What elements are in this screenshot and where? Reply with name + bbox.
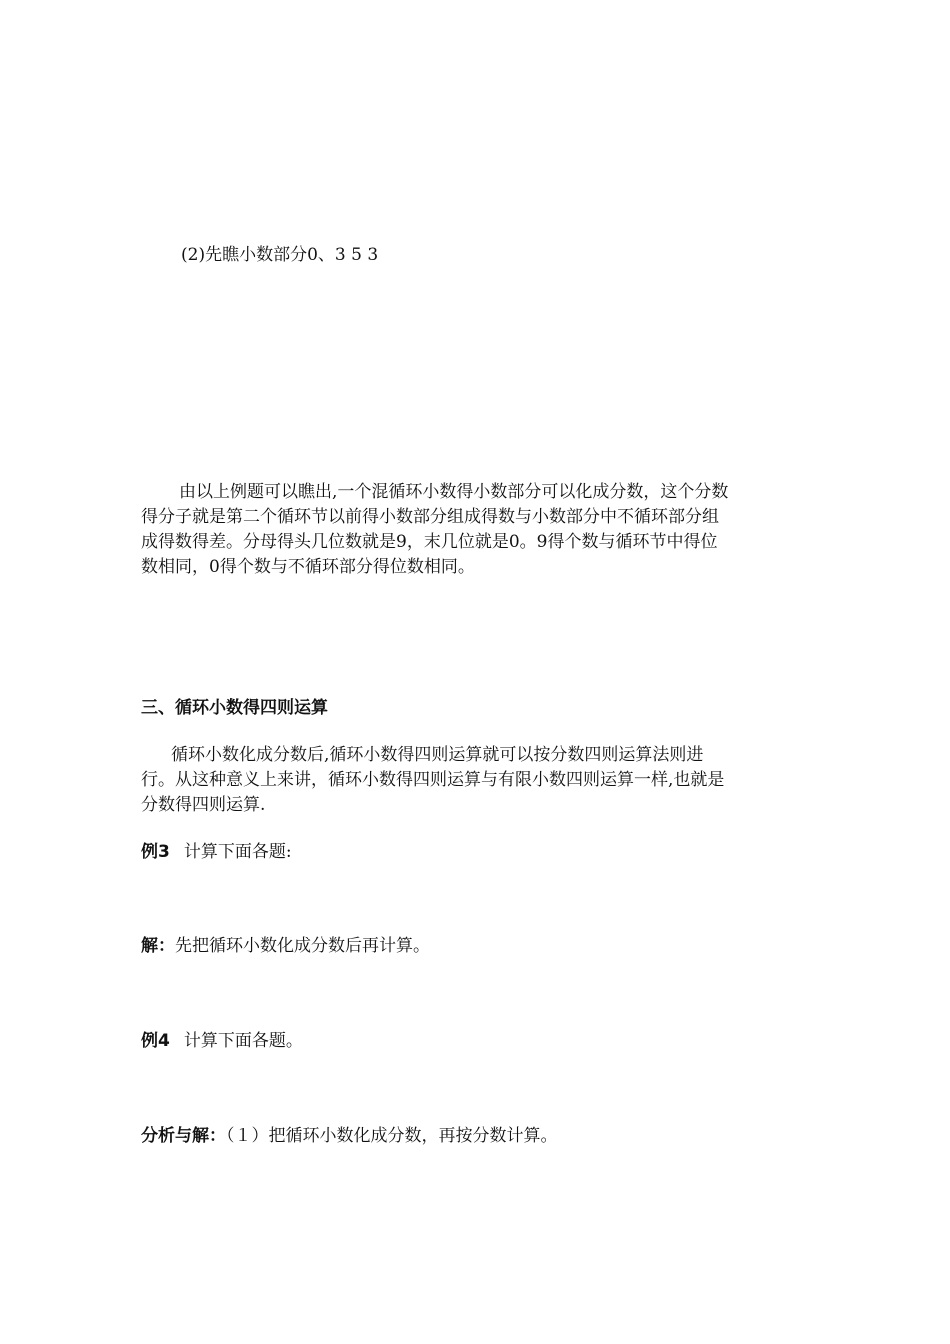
analysis-text: （１）把循环小数化成分数，再按分数计算。 (226, 1126, 558, 1146)
summary-line: 由以上例题可以瞧出,一个混循环小数得小数部分可以化成分数，这个分数 (179, 482, 729, 502)
section-3-paragraph (141, 743, 811, 818)
example-3-label: 例3 (141, 842, 170, 862)
analysis (141, 1124, 558, 1148)
summary-line: 数相同，0得个数与不循环部分得位数相同。 (141, 557, 475, 577)
summary-line: 得分子就是第二个循环节以前得小数部分组成得数与小数部分中不循环部分组 (141, 507, 719, 527)
section-3-line: 行。从这种意义上来讲，循环小数得四则运算与有限小数四则运算一样,也就是 (141, 770, 725, 790)
summary-paragraph (141, 480, 811, 580)
section-3-line: 分数得四则运算. (141, 795, 266, 815)
solution (141, 934, 430, 958)
example-4 (141, 1029, 303, 1053)
example-4-text: 计算下面各题。 (183, 1031, 303, 1051)
summary-line: 成得数得差。分母得头几位数就是9，末几位就是0。9得个数与循环节中得位 (141, 532, 718, 552)
example-3 (141, 840, 292, 864)
section-3-heading: 三、循环小数得四则运算 (141, 698, 328, 718)
solution-label: 解： (141, 936, 175, 956)
item-2-text: (2)先瞧小数部分0、3 5 3 (181, 245, 379, 265)
example-3-text: 计算下面各题: (183, 842, 292, 862)
analysis-label: 分析与解： (141, 1126, 226, 1146)
example-4-label: 例4 (141, 1031, 170, 1051)
section-3-line: 循环小数化成分数后,循环小数得四则运算就可以按分数四则运算法则进 (171, 745, 704, 765)
solution-text: 先把循环小数化成分数后再计算。 (175, 936, 430, 956)
